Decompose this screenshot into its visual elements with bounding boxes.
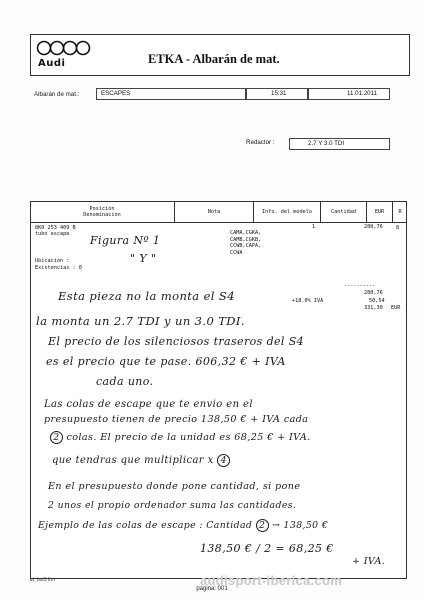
col-posicion-label: Posición: [89, 205, 115, 212]
col-denominacion-label: Denominación: [83, 212, 121, 218]
col-r: R: [398, 208, 402, 215]
redactor-field: 2.7 Y 3.0 TDI: [289, 138, 390, 150]
iva-amount: 50,54: [369, 298, 385, 304]
circled-number: 2: [256, 519, 269, 532]
ubicacion-label: Ubicación :: [35, 258, 70, 264]
albaran-field: ESCAPES: [96, 88, 246, 100]
handwritten-line-12-text: Ejemplo de las colas de escape : Cantidad: [38, 520, 253, 531]
watermark: audisport-iberica.com: [200, 573, 343, 588]
handwritten-line-13: 138,50 € / 2 = 68,25 €: [200, 542, 334, 555]
part-number: 8K0 253 409 B: [35, 225, 76, 231]
handwritten-line-14: + IVA.: [352, 556, 386, 567]
handwritten-line-1: Esta pieza no la monta el S4: [58, 289, 235, 303]
handwritten-line-5: cada uno.: [96, 375, 154, 388]
iva-label: +18.0% IVA: [292, 298, 324, 304]
handwritten-line-10: En el presupuesto donde pone cantidad, si pone: [48, 481, 301, 492]
items-table-header: [30, 201, 407, 223]
model-code-1: CAMA,CGKA,: [230, 230, 262, 236]
handwritten-line-2: la monta un 2.7 TDI y un 3.0 TDI.: [36, 314, 245, 328]
totals-dashes: ----------: [344, 283, 376, 289]
handwritten-line-12: [38, 519, 328, 532]
handwritten-line-11: 2 unos el propio ordenador suma las cantidades.: [48, 500, 297, 511]
col-posicion: [30, 201, 175, 223]
handwritten-line-3: El precio de los silenciosos traseros del S4: [48, 335, 305, 348]
brand-wordmark: Audi: [38, 58, 66, 69]
redactor-label: Redactor :: [246, 139, 275, 146]
handwritten-line-7: presupuesto tienen de precio 138,50 € + IVA cada: [44, 414, 309, 425]
handwritten-line-9: [52, 454, 230, 467]
col-info: Info. del modelo: [254, 201, 321, 223]
circled-number: 4: [217, 454, 230, 467]
time-field: 15:31: [246, 88, 308, 100]
handwritten-line-12-result: → 138,50 €: [272, 520, 329, 531]
subtotal-value: 280,76: [364, 290, 383, 296]
handwritten-figure-label: Figura Nº 1: [90, 234, 161, 247]
handwritten-line-6: Las colas de escape que te envio en el: [44, 399, 253, 410]
item-r: 8: [396, 225, 400, 231]
audi-rings-icon: [36, 40, 92, 56]
part-name: tubo escape: [35, 231, 70, 237]
item-price: 280,76: [364, 224, 383, 230]
albaran-label: Albarán de mat.:: [34, 91, 80, 98]
item-quantity: 1: [312, 224, 316, 230]
col-nota: Nota: [175, 201, 254, 223]
col-eur: EUR: [367, 201, 393, 223]
handwritten-line-4: es el precio que te pase. 606,32 € + IVA: [46, 355, 286, 368]
handwritten-y-label: " Y ": [130, 252, 157, 265]
col-cantidad: Cantidad: [321, 201, 367, 223]
model-code-2: CAMB,CGKB,: [230, 236, 262, 243]
document-title: ETKA - Albarán de mat.: [148, 52, 280, 66]
model-code-3: CCWB,CAPA,: [230, 243, 262, 249]
total-value: 331,30: [364, 305, 383, 311]
existencias-label: Existencias : 0: [35, 264, 82, 271]
circled-number: 2: [50, 431, 63, 444]
model-code-4: CCWA: [230, 249, 243, 256]
page-number: pagina: 001: [196, 586, 228, 592]
form-id: et_bst1.frm: [30, 577, 56, 583]
date-field: 11.01.2011: [308, 88, 390, 100]
handwritten-line-9-text: que tendras que multiplicar x: [52, 455, 214, 466]
handwritten-line-8-text: colas. El precio de la unidad es 68,25 € + IVA.: [66, 432, 311, 443]
handwritten-line-8: [50, 431, 311, 444]
total-currency: EUR: [391, 305, 401, 311]
